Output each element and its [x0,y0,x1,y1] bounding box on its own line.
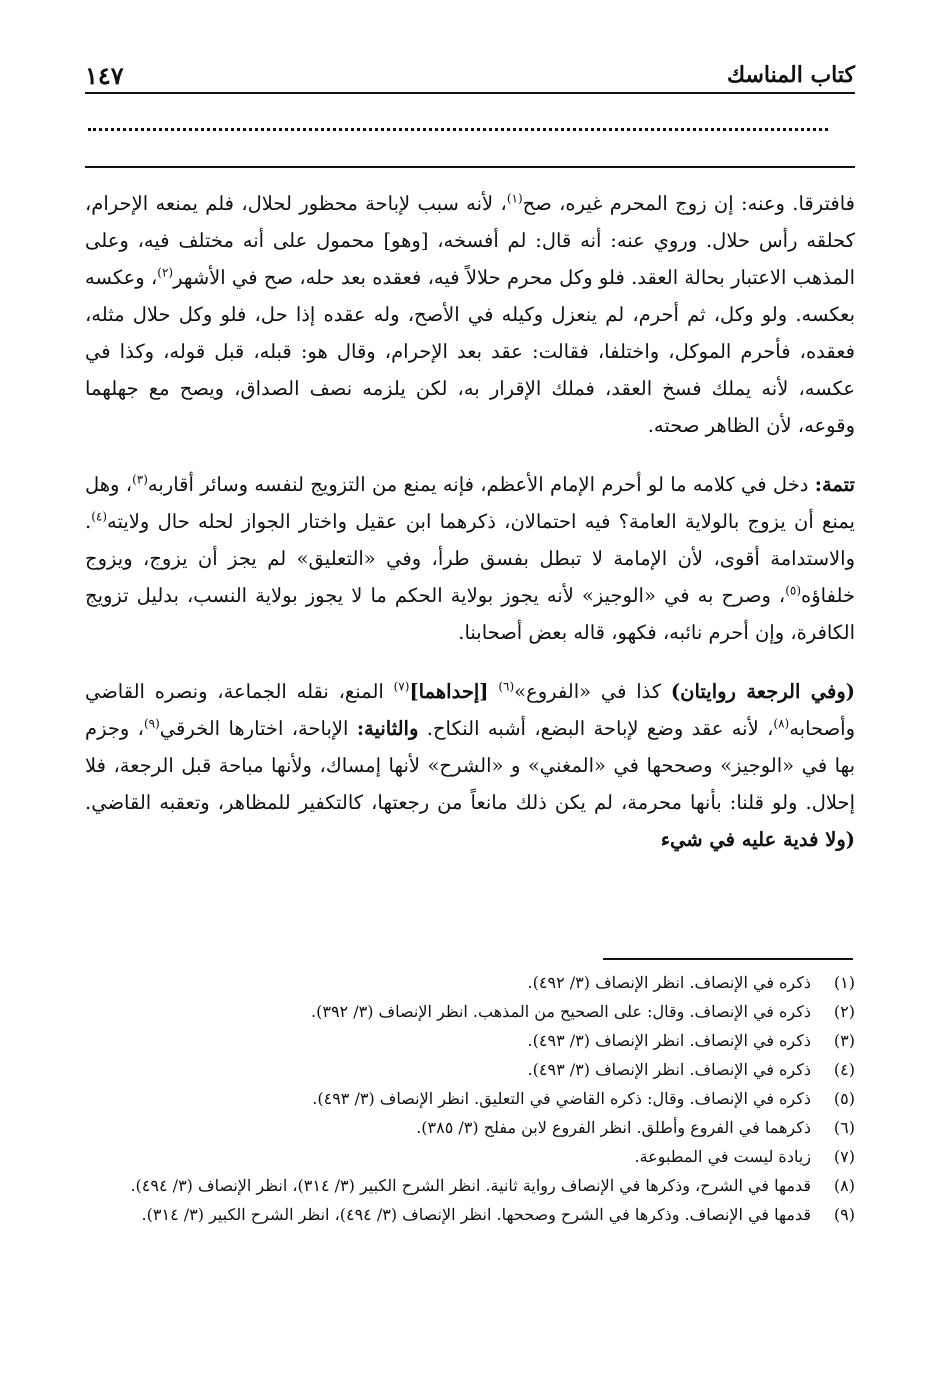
footnote-text: ذكره في الإنصاف. وقال: على الصحيح من المذهب. انظر الإنصاف (٣/ ٣٩٢). [311,1002,811,1021]
footnote-ref-1[interactable]: (١) [506,191,523,206]
matn-quote: (وفي الرجعة روايتان) [670,680,855,703]
footnote-text: زيادة ليست في المطبوعة. [634,1147,811,1166]
footnote-ref-5[interactable]: (٥) [785,583,802,598]
bold-span: [إحداهما] [409,680,489,703]
footnote-text: ذكره في الإنصاف. انظر الإنصاف (٣/ ٤٩٢). [527,973,811,992]
footnote-number: (١) [833,973,855,992]
text-span: . والاستدامة أقوى، لأن الإمامة لا تبطل بفسق طرأ، وفي «التعليق» لم يجز أن يزوج، ويزوج خلفاؤه [85,510,855,607]
footnote-item [85,1055,855,1084]
footnote-number: (٣) [833,1031,855,1050]
footnote-number: (٧) [833,1147,855,1166]
footnote-number: (٩) [833,1205,855,1224]
footnote-number: (٥) [833,1089,855,1108]
footnote-text: قدمها في الإنصاف. وذكرها في الشرح وصححها. انظر الإنصاف (٣/ ٤٩٤)، انظر الشرح الكبير (٣/ ٣١٤). [141,1205,811,1224]
footnote-number: (٦) [833,1118,855,1137]
footnote-ref-4[interactable]: (٤) [91,509,108,524]
paragraph-1 [85,185,855,444]
text-span: ، لأنه عقد وضع لإباحة البضع، أشبه النكاح. [418,717,774,740]
text-span: ، وعكسه بعكسه. ولو وكل، ثم أحرم، لم ينعزل وكيله في الأصح، وله عقده إذا حل، فلو وكل حلال مثله، فعقده، فأحرم الموكل، واختلفا، فقالت: عقد بعد الإحرام، وقال هو: قبله، قبل قوله، وكذا في عكسه، لأنه يملك فسخ العقد، فملك الإقرار به، لكن يلزمه نصف الصداق، ويصح مع جهلهما وقوعه، لأن الظاهر صحته. [85,266,855,437]
footnote-item [85,1113,855,1142]
text-span: الإباحة، اختارها الخرقي [159,717,357,740]
text-span: ، لأنه سبب لإباحة محظور لحلال، فلم يمنعه الإحرام، كحلقه رأس حلال. وروي عنه: أنه قال: لم أفسخه، [وهو] محمول على أنه مختلف فيه، وعلى المذهب الاعتبار بحالة العقد. فلو وكل محرم حلالاً فيه، فعقده بعد حله، صح في الأشهر [85,192,855,289]
footnote-number: (٤) [833,1060,855,1079]
paragraph-3 [85,673,855,858]
page-number: ١٤٧ [85,61,124,90]
text-span: المنع، نقله الجماعة، ونصره القاضي وأصحابه [85,680,856,740]
footnote-item [85,968,855,997]
text-span [489,680,499,703]
header-title: كتاب المناسك [726,62,855,88]
footnote-ref-6[interactable]: (٦) [498,679,515,694]
footnote-ref-3[interactable]: (٣) [132,472,148,487]
footnote-number: (٢) [833,1002,855,1021]
footnote-ref-2[interactable]: (٢) [157,265,174,280]
footnote-item [85,1171,855,1200]
paragraph-2 [85,466,855,651]
section-lead: تتمة: [814,473,855,496]
footnote-separator [603,958,853,960]
footnote-text: ذكره في الإنصاف. انظر الإنصاف (٣/ ٤٩٣). [527,1060,811,1079]
text-span: ، وهل يمنع أن يزوج بالولاية العامة؟ فيه احتمالان، ذكرهما ابن عقيل واختار الجواز لحله حال ولايته [85,473,855,533]
footnote-text: ذكره في الإنصاف. انظر الإنصاف (٣/ ٤٩٣). [527,1031,811,1050]
footnote-ref-8[interactable]: (٨) [773,716,790,731]
footnote-text: ذكره في الإنصاف. وقال: ذكره القاضي في التعليق. انظر الإنصاف (٣/ ٤٩٣). [312,1089,811,1108]
footnote-item [85,1142,855,1171]
footnote-item [85,1026,855,1055]
dotted-separator [88,128,828,131]
text-span: ، وجزم بها في «الوجيز» وصححها في «المغني» و «الشرح» لأنها إمساك، ولأنها مباحة قبل الرجعة، فلا إحلال. ولو قلنا: بأنها محرمة، لم يكن ذلك مانعاً من رجعتها، كالتكفير للمظاهر، وتعقبه القاضي. [85,717,855,814]
footnote-ref-7[interactable]: (٧) [393,679,410,694]
footnote-number: (٨) [833,1176,855,1195]
footnote-item [85,997,855,1026]
footnotes [85,968,855,1229]
text-span: فافترقا. وعنه: إن زوج المحرم غيره، صح [522,192,855,215]
footnote-ref-9[interactable]: (٩) [143,716,160,731]
footnote-text: ذكرهما في الفروع وأطلق. انظر الفروع لابن مفلح (٣/ ٣٨٥). [416,1118,811,1137]
text-span: ، وصرح به في «الوجيز» لأنه يجوز بولاية الحكم ما لا يجوز بولاية النسب، بدليل تزويج الكافرة، وإن أحرم نائبه، فكهو، قاله بعض أصحابنا. [85,584,855,644]
header-rule [85,166,855,168]
text-span: دخل في كلامه ما لو أحرم الإمام الأعظم، فإنه يمنع من التزويج لنفسه وسائر أقاربه [147,473,815,496]
bold-span: والثانية: [356,717,419,740]
running-header [85,52,855,94]
footnote-item [85,1084,855,1113]
text-span: كذا في «الفروع» [514,680,671,703]
matn-quote: (ولا فدية عليه في شيء [660,828,855,851]
footnote-text: قدمها في الشرح، وذكرها في الإنصاف رواية ثانية. انظر الشرح الكبير (٣/ ٣١٤)، انظر الإنصاف (٣/ ٤٩٤). [130,1176,811,1195]
footnote-item [85,1200,855,1229]
main-text [85,185,855,880]
